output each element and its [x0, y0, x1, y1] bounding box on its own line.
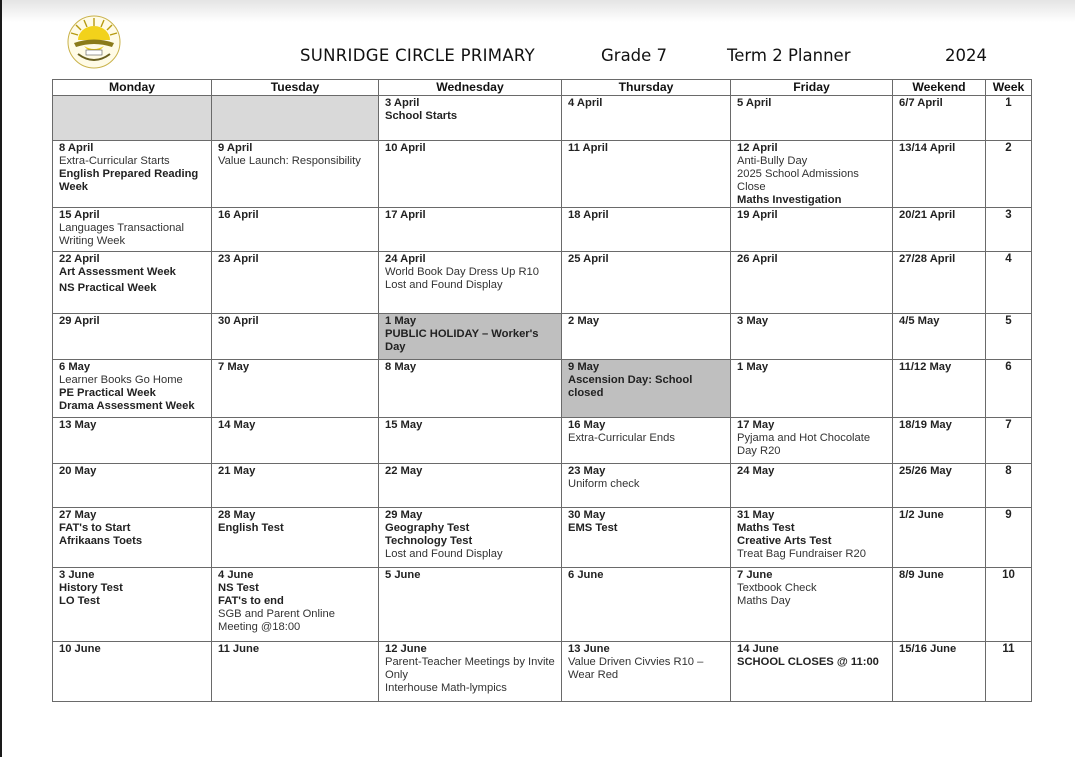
day-cell-tue — [212, 508, 379, 568]
event-item: SCHOOL CLOSES @ 11:00 — [737, 656, 879, 668]
week-number: 5 — [986, 314, 1032, 360]
week-row — [53, 418, 1032, 464]
day-date: 1 May — [385, 315, 417, 327]
day-date: 31 May — [737, 509, 775, 521]
day-date: 9 May — [568, 361, 600, 373]
week-number: 10 — [986, 568, 1032, 642]
day-cell-mon — [53, 464, 212, 508]
event-item: Textbook Check — [737, 582, 817, 594]
day-date: 12 April — [737, 142, 778, 154]
day-date: 16 April — [218, 209, 259, 221]
weekend-dates: 27/28 April — [899, 253, 956, 265]
day-cell-fri — [731, 208, 893, 252]
day-cell-fri — [731, 418, 893, 464]
day-cell-mon — [53, 96, 212, 141]
year-label: 2024 — [945, 46, 987, 65]
day-date: 5 April — [737, 97, 772, 109]
day-date: 17 April — [385, 209, 426, 221]
col-header-wednesday: Wednesday — [379, 80, 562, 96]
day-date: 12 June — [385, 643, 427, 655]
week-row — [53, 96, 1032, 141]
day-date: 13 June — [568, 643, 610, 655]
event-item: SGB and Parent Online Meeting @18:00 — [218, 608, 335, 633]
col-header-weekend: Weekend — [893, 80, 986, 96]
event-item: History Test — [59, 582, 123, 594]
weekend-dates: 6/7 April — [899, 97, 943, 109]
day-cell-wed — [379, 642, 562, 702]
week-row — [53, 642, 1032, 702]
day-date: 30 April — [218, 315, 259, 327]
day-cell-wed — [379, 568, 562, 642]
weekend-cell — [893, 642, 986, 702]
day-date: 26 April — [737, 253, 778, 265]
event-item: Drama Assessment Week — [59, 400, 195, 412]
week-number: 9 — [986, 508, 1032, 568]
weekend-cell — [893, 464, 986, 508]
event-item: Learner Books Go Home — [59, 374, 183, 386]
event-item: NS Practical Week — [59, 282, 157, 294]
week-row — [53, 508, 1032, 568]
school-name: SUNRIDGE CIRCLE PRIMARY — [300, 46, 535, 65]
event-item: LO Test — [59, 595, 100, 607]
col-header-tuesday: Tuesday — [212, 80, 379, 96]
day-cell-tue — [212, 418, 379, 464]
day-date: 20 May — [59, 465, 97, 477]
weekend-dates: 13/14 April — [899, 142, 956, 154]
weekend-cell — [893, 568, 986, 642]
weekend-cell — [893, 252, 986, 314]
event-item: Art Assessment Week — [59, 266, 176, 278]
day-cell-mon — [53, 208, 212, 252]
week-row — [53, 464, 1032, 508]
day-cell-fri — [731, 252, 893, 314]
day-date: 1 May — [737, 361, 769, 373]
day-cell-mon — [53, 568, 212, 642]
event-item: English Test — [218, 522, 284, 534]
weekend-cell — [893, 314, 986, 360]
day-cell-tue — [212, 96, 379, 141]
weekend-dates: 20/21 April — [899, 209, 956, 221]
day-date: 27 May — [59, 509, 97, 521]
day-date: 6 June — [568, 569, 604, 581]
day-date: 8 April — [59, 142, 94, 154]
week-number: 2 — [986, 141, 1032, 208]
event-item: Maths Day — [737, 595, 791, 607]
day-cell-wed — [379, 252, 562, 314]
weekend-dates: 15/16 June — [899, 643, 957, 655]
week-number: 1 — [986, 96, 1032, 141]
event-item: Extra-Curricular Starts — [59, 155, 170, 167]
week-number: 4 — [986, 252, 1032, 314]
event-item: Technology Test — [385, 535, 473, 547]
day-cell-tue — [212, 464, 379, 508]
event-item: Maths Test — [737, 522, 795, 534]
weekend-dates: 25/26 May — [899, 465, 952, 477]
day-date: 4 April — [568, 97, 603, 109]
event-item: Languages Transactional Writing Week — [59, 222, 185, 247]
day-date: 14 June — [737, 643, 779, 655]
day-date: 24 May — [737, 465, 775, 477]
day-cell-tue — [212, 642, 379, 702]
day-date: 28 May — [218, 509, 256, 521]
event-item: FAT's to end — [218, 595, 284, 607]
week-number: 3 — [986, 208, 1032, 252]
day-date: 13 May — [59, 419, 97, 431]
weekend-cell — [893, 360, 986, 418]
week-row — [53, 568, 1032, 642]
week-row — [53, 360, 1032, 418]
col-header-friday: Friday — [731, 80, 893, 96]
day-date: 4 June — [218, 569, 254, 581]
day-date: 21 May — [218, 465, 256, 477]
event-item: EMS Test — [568, 522, 618, 534]
weekend-dates: 4/5 May — [899, 315, 940, 327]
event-item: FAT's to Start — [59, 522, 131, 534]
week-number: 8 — [986, 464, 1032, 508]
day-date: 3 May — [737, 315, 769, 327]
header-row — [53, 80, 1032, 96]
day-cell-thu — [562, 141, 731, 208]
week-number: 7 — [986, 418, 1032, 464]
event-item: Afrikaans Toets — [59, 535, 143, 547]
weekend-cell — [893, 508, 986, 568]
event-item: Value Driven Civvies R10 – Wear Red — [568, 656, 704, 681]
planner-title — [0, 46, 1075, 70]
day-date: 2 May — [568, 315, 600, 327]
event-item: English Prepared Reading Week — [59, 168, 199, 193]
day-cell-fri — [731, 314, 893, 360]
week-row — [53, 252, 1032, 314]
viewer-left-edge — [0, 0, 2, 757]
weekend-dates: 8/9 June — [899, 569, 944, 581]
day-cell-thu — [562, 568, 731, 642]
day-date: 11 April — [568, 142, 609, 154]
day-date: 14 May — [218, 419, 256, 431]
day-date: 18 April — [568, 209, 609, 221]
weekend-cell — [893, 208, 986, 252]
day-date: 15 May — [385, 419, 423, 431]
day-date: 24 April — [385, 253, 426, 265]
day-date: 7 June — [737, 569, 773, 581]
event-item: PUBLIC HOLIDAY – Worker's Day — [385, 328, 539, 353]
event-item: PE Practical Week — [59, 387, 156, 399]
day-date: 8 May — [385, 361, 417, 373]
day-cell-thu — [562, 360, 731, 418]
day-cell-thu — [562, 508, 731, 568]
day-date: 7 May — [218, 361, 250, 373]
event-item: Creative Arts Test — [737, 535, 832, 547]
day-cell-thu — [562, 314, 731, 360]
weekend-cell — [893, 141, 986, 208]
event-item: NS Test — [218, 582, 259, 594]
day-cell-thu — [562, 464, 731, 508]
event-item: Treat Bag Fundraiser R20 — [737, 548, 866, 560]
weekend-dates: 11/12 May — [899, 361, 952, 373]
day-date: 3 June — [59, 569, 95, 581]
col-header-week: Week — [986, 80, 1032, 96]
day-date: 16 May — [568, 419, 606, 431]
day-date: 15 April — [59, 209, 100, 221]
event-item: World Book Day Dress Up R10 — [385, 266, 539, 278]
day-cell-fri — [731, 464, 893, 508]
week-number: 6 — [986, 360, 1032, 418]
day-date: 9 April — [218, 142, 253, 154]
day-cell-thu — [562, 642, 731, 702]
day-date: 23 May — [568, 465, 606, 477]
event-item: Geography Test — [385, 522, 470, 534]
day-cell-mon — [53, 360, 212, 418]
weekend-cell — [893, 96, 986, 141]
event-item: Pyjama and Hot Chocolate Day R20 — [737, 432, 871, 457]
day-date: 30 May — [568, 509, 606, 521]
event-item: Parent-Teacher Meetings by Invite Only — [385, 656, 555, 681]
event-item: School Starts — [385, 110, 458, 122]
day-cell-tue — [212, 568, 379, 642]
day-cell-tue — [212, 208, 379, 252]
weekend-dates: 1/2 June — [899, 509, 944, 521]
day-cell-tue — [212, 252, 379, 314]
event-item: Maths Investigation — [737, 194, 842, 206]
day-date: 10 April — [385, 142, 426, 154]
day-cell-fri — [731, 568, 893, 642]
day-cell-mon — [53, 141, 212, 208]
day-cell-thu — [562, 96, 731, 141]
viewer-top-shade — [0, 0, 1075, 22]
event-item: Extra-Curricular Ends — [568, 432, 675, 444]
event-item: Interhouse Math-lympics — [385, 682, 507, 694]
event-item: Uniform check — [568, 478, 640, 490]
day-date: 10 June — [59, 643, 101, 655]
event-item: Ascension Day: School closed — [568, 374, 693, 399]
day-cell-tue — [212, 360, 379, 418]
day-cell-fri — [731, 141, 893, 208]
day-cell-thu — [562, 252, 731, 314]
day-cell-tue — [212, 141, 379, 208]
day-date: 5 June — [385, 569, 421, 581]
day-cell-fri — [731, 96, 893, 141]
day-cell-mon — [53, 508, 212, 568]
day-cell-wed — [379, 314, 562, 360]
day-cell-fri — [731, 508, 893, 568]
day-date: 6 May — [59, 361, 91, 373]
grade-label: Grade 7 — [601, 46, 668, 65]
week-row — [53, 208, 1032, 252]
week-row — [53, 314, 1032, 360]
week-number: 11 — [986, 642, 1032, 702]
day-date: 22 May — [385, 465, 423, 477]
day-date: 3 April — [385, 97, 420, 109]
event-item: Lost and Found Display — [385, 279, 503, 291]
week-row — [53, 141, 1032, 208]
day-date: 17 May — [737, 419, 775, 431]
day-date: 29 May — [385, 509, 423, 521]
day-cell-thu — [562, 208, 731, 252]
day-cell-mon — [53, 642, 212, 702]
weekend-cell — [893, 418, 986, 464]
col-header-monday: Monday — [53, 80, 212, 96]
col-header-thursday: Thursday — [562, 80, 731, 96]
day-date: 25 April — [568, 253, 609, 265]
term-planner-table — [52, 79, 1032, 702]
term-label: Term 2 Planner — [727, 46, 851, 65]
day-cell-fri — [731, 642, 893, 702]
event-item: 2025 School Admissions Close — [737, 168, 859, 193]
event-item: Value Launch: Responsibility — [218, 155, 361, 167]
day-cell-thu — [562, 418, 731, 464]
day-date: 11 June — [218, 643, 260, 655]
day-cell-wed — [379, 141, 562, 208]
day-cell-wed — [379, 208, 562, 252]
day-cell-fri — [731, 360, 893, 418]
planner-body — [53, 96, 1032, 702]
day-cell-mon — [53, 418, 212, 464]
day-date: 19 April — [737, 209, 778, 221]
day-cell-wed — [379, 96, 562, 141]
event-item: Lost and Found Display — [385, 548, 503, 560]
day-cell-mon — [53, 314, 212, 360]
event-item: Anti-Bully Day — [737, 155, 808, 167]
day-cell-wed — [379, 464, 562, 508]
day-cell-wed — [379, 418, 562, 464]
day-cell-mon — [53, 252, 212, 314]
day-cell-tue — [212, 314, 379, 360]
day-date: 22 April — [59, 253, 100, 265]
day-cell-wed — [379, 508, 562, 568]
day-cell-wed — [379, 360, 562, 418]
day-date: 23 April — [218, 253, 259, 265]
day-date: 29 April — [59, 315, 100, 327]
weekend-dates: 18/19 May — [899, 419, 952, 431]
